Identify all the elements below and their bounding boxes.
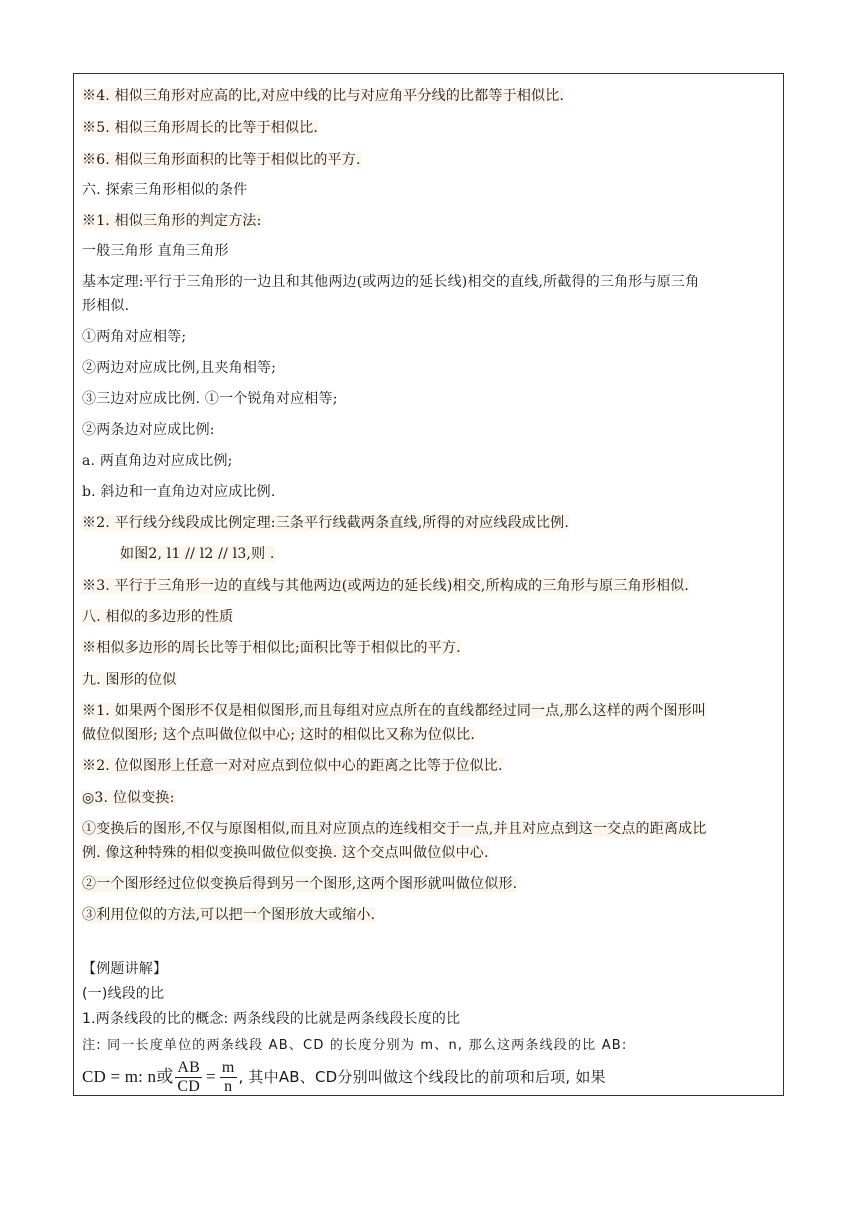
text-line: 做位似图形; 这个点叫做位似中心; 这时的相似比又称为位似比. [82,727,475,743]
text-line: 一般三角形 直角三角形 [82,243,229,259]
text-line: 1.两条线段的比的概念: 两条线段的比就是两条线段长度的比 [82,1011,461,1027]
text-line: ※1. 如果两个图形不仅是相似图形,而且每组对应点所在的直线都经过同一点,那么这样的两个图形叫 [82,703,707,719]
text-line: ②两边对应成比例,且夹角相等; [82,360,277,376]
section-heading: (一)线段的比 [82,986,165,1002]
section-heading: 六. 探索三角形相似的条件 [82,182,248,198]
text-line: ※6. 相似三角形面积的比等于相似比的平方. [82,152,361,168]
text-line: ◎3. 位似变换: [82,790,175,806]
equals-sign: = [206,1067,216,1086]
text-line: ※2. 平行线分线段成比例定理:三条平行线截两条直线,所得的对应线段成比例. [82,515,570,531]
fraction-numerator: m [221,1058,235,1076]
text-line: 如图2, l1 // l2 // l3,则 . [120,546,275,562]
text-line: ①变换后的图形,不仅与原图相似,而且对应顶点的连线相交于一点,并且对应点到这一交点的距离成比 [82,821,707,837]
text-line: ②一个图形经过位似变换后得到另一个图形,这两个图形就叫做位似形. [82,876,518,892]
fraction-denominator: n [224,1077,233,1095]
formula-line [82,1056,606,1098]
text-line: ③利用位似的方法,可以把一个图形放大或缩小. [82,907,376,923]
text-line: 例. 像这种特殊的相似变换叫做位似变换. 这个交点叫做位似中心. [82,845,489,861]
section-heading: 九. 图形的位似 [82,672,177,688]
text-line: 形相似. [82,298,130,314]
fraction-ab-cd [175,1059,202,1096]
text-line: ※相似多边形的周长比等于相似比;面积比等于相似比的平方. [82,640,461,656]
text-line: ②两条边对应成比例: [82,422,215,438]
text-line: ①两角对应相等; [82,329,187,345]
section-heading: 八. 相似的多边形的性质 [82,609,234,625]
fraction-denominator: CD [177,1077,201,1095]
text-line: ③三边对应成比例. ①一个锐角对应相等; [82,391,338,407]
formula-prefix: CD = m: n或 [82,1067,174,1086]
text-line: 基本定理:平行于三角形的一边且和其他两边(或两边的延长线)相交的直线,所截得的三角形与原三角 [82,274,700,290]
text-line: ※5. 相似三角形周长的比等于相似比. [82,120,319,136]
text-line: 注: 同一长度单位的两条线段 AB、CD 的长度分别为 m、n, 那么这两条线段的比 AB: [82,1038,628,1053]
text-line: ※4. 相似三角形对应高的比,对应中线的比与对应角平分线的比都等于相似比. [82,88,565,104]
formula-suffix: , 其中AB、CD分别叫做这个线段比的前项和后项, 如果 [238,1068,606,1086]
section-heading: 【例题讲解】 [82,961,168,977]
text-line: b. 斜边和一直角边对应成比例. [82,484,276,500]
text-line: ※3. 平行于三角形一边的直线与其他两边(或两边的延长线)相交,所构成的三角形与原三角形相似. [82,578,690,594]
fraction-m-n [220,1059,237,1096]
text-line: ※1. 相似三角形的判定方法: [82,213,262,229]
text-line: a. 两直角边对应成比例; [82,453,233,469]
text-line: ※2. 位似图形上任意一对对应点到位似中心的距离之比等于位似比. [82,758,503,774]
fraction-numerator: AB [177,1058,201,1076]
